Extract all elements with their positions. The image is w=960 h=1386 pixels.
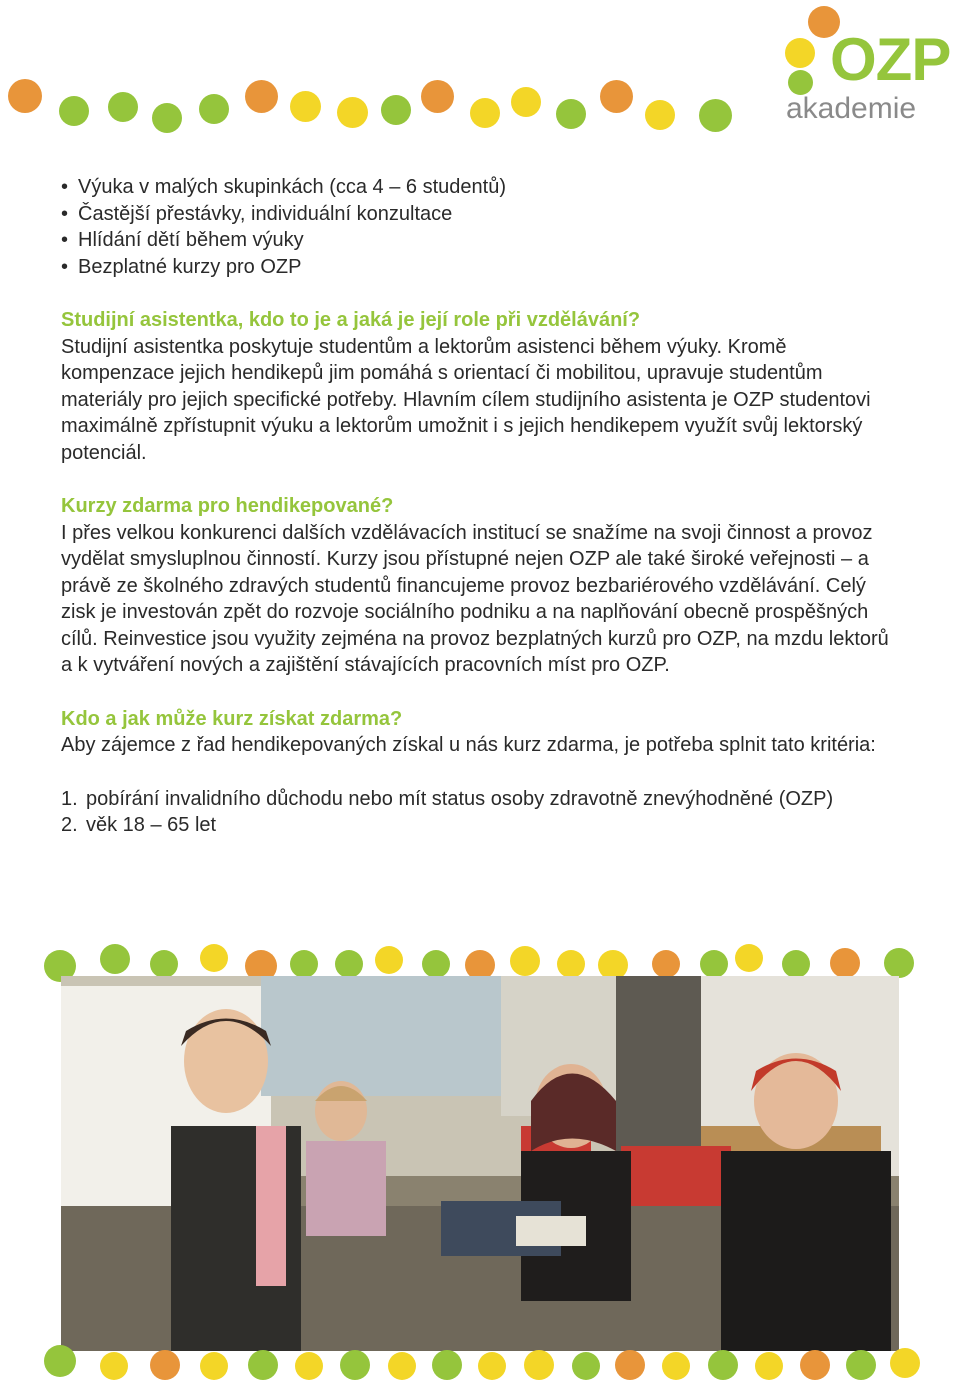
dot: [340, 1350, 370, 1380]
dot: [755, 1352, 783, 1380]
list-text: pobírání invalidního důchodu nebo mít status osoby zdravotně znevýhodněné (OZP): [86, 787, 834, 810]
list-text: věk 18 – 65 let: [86, 814, 217, 836]
dot: [735, 944, 763, 972]
dot: [245, 80, 278, 113]
dot: [830, 948, 860, 978]
dot: [478, 1352, 506, 1380]
dot: [381, 95, 411, 125]
section-eligibility: [61, 706, 901, 759]
list-item: [61, 786, 901, 813]
classroom-photo: [61, 976, 899, 1351]
logo-text-ozp: OZP: [830, 26, 951, 93]
logo-text-akademie: akademie: [786, 92, 917, 125]
dot: [199, 94, 229, 124]
dot: [470, 98, 500, 128]
dot: [59, 96, 89, 126]
dot: [645, 100, 675, 130]
section-text: Aby zájemce z řad hendikepovaných získal u nás kurz zdarma, je potřeba splnit tato kritéria:: [61, 734, 876, 756]
dot: [782, 950, 810, 978]
dot: [150, 1350, 180, 1380]
section-heading: Studijní asistentka, kdo to je a jaká je její role při vzdělávání?: [61, 309, 641, 331]
dot: [290, 91, 321, 122]
dot: [375, 946, 403, 974]
list-number: 1.: [61, 787, 78, 810]
list-item: • Hlídání dětí během výuky: [61, 227, 901, 254]
section-text: Studijní asistentka poskytuje studentům a lektorům asistenci během výuky. Kromě kompenzace jejich hendikepů jim pomáhá s orientací či mobilitou, upravuje studentům materiály pro jejich specifické potřeby. Hlavním cílem studijního asistenta je OZP studentovi maximálně zpřístupnit výuku a lektorům umožnit i s jejich hendikepem využít svůj lektorský potenciál.: [61, 335, 871, 464]
list-item: [61, 812, 901, 839]
dot: [556, 99, 586, 129]
dot: [152, 103, 182, 133]
dot: [100, 1352, 128, 1380]
dot: [800, 1350, 830, 1380]
dot: [615, 1350, 645, 1380]
section-heading: Kdo a jak může kurz získat zdarma?: [61, 707, 403, 730]
section-study-assistant: [61, 307, 901, 466]
dot: [248, 1350, 278, 1380]
list-item: • Výuka v malých skupinkách (cca 4 – 6 studentů): [61, 174, 901, 201]
dot: [8, 79, 42, 113]
dot: [290, 950, 318, 978]
dot: [662, 1352, 690, 1380]
dot: [421, 80, 454, 113]
dot: [200, 944, 228, 972]
dot: [510, 946, 540, 976]
dot: [557, 950, 585, 978]
list-item: • Bezplatné kurzy pro OZP: [61, 254, 901, 281]
section-text: I přes velkou konkurenci dalších vzdělávacích institucí se snažíme na svoji činnost a provoz vydělat smysluplnou činností. Kurzy jsou přístupné nejen OZP ale také široké veřejnosti – a právě ze školného zdravých studentů financujeme provoz bezbariérového vzdělávání. Celý zisk je investován zpět do rozvoje sociálního podniku a na naplňování obecně prospěšných cílů. Reinvestice jsou využity zejména na provoz bezplatných kurzů pro OZP, na mzdu lektorů a k vytváření nových a zajištění stávajících pracovních míst pro OZP.: [61, 521, 889, 676]
dot: [100, 944, 130, 974]
dot: [700, 950, 728, 978]
dot: [572, 1352, 600, 1380]
dot: [108, 92, 138, 122]
list-item: • Častější přestávky, individuální konzultace: [61, 201, 901, 228]
criteria-list: [61, 786, 901, 839]
dot: [200, 1352, 228, 1380]
dot: [335, 950, 363, 978]
dot: [388, 1352, 416, 1380]
dot: [150, 950, 178, 978]
dot: [432, 1350, 462, 1380]
dot: [511, 87, 541, 117]
dot: [44, 1345, 76, 1377]
section-free-courses: [61, 493, 901, 679]
list-number: 2.: [61, 814, 78, 836]
dot: [884, 948, 914, 978]
dot: [652, 950, 680, 978]
logo-dot: [785, 38, 815, 68]
dot: [422, 950, 450, 978]
dot: [337, 97, 368, 128]
section-heading: Kurzy zdarma pro hendikepované?: [61, 495, 394, 517]
dot: [524, 1350, 554, 1380]
benefits-list: [61, 174, 901, 280]
classroom-photo-illustration: [61, 976, 899, 1351]
dot: [699, 99, 732, 132]
dot: [295, 1352, 323, 1380]
article-body: [61, 174, 901, 839]
dot: [846, 1350, 876, 1380]
dot: [600, 80, 633, 113]
dot: [890, 1348, 920, 1378]
dot: [708, 1350, 738, 1380]
